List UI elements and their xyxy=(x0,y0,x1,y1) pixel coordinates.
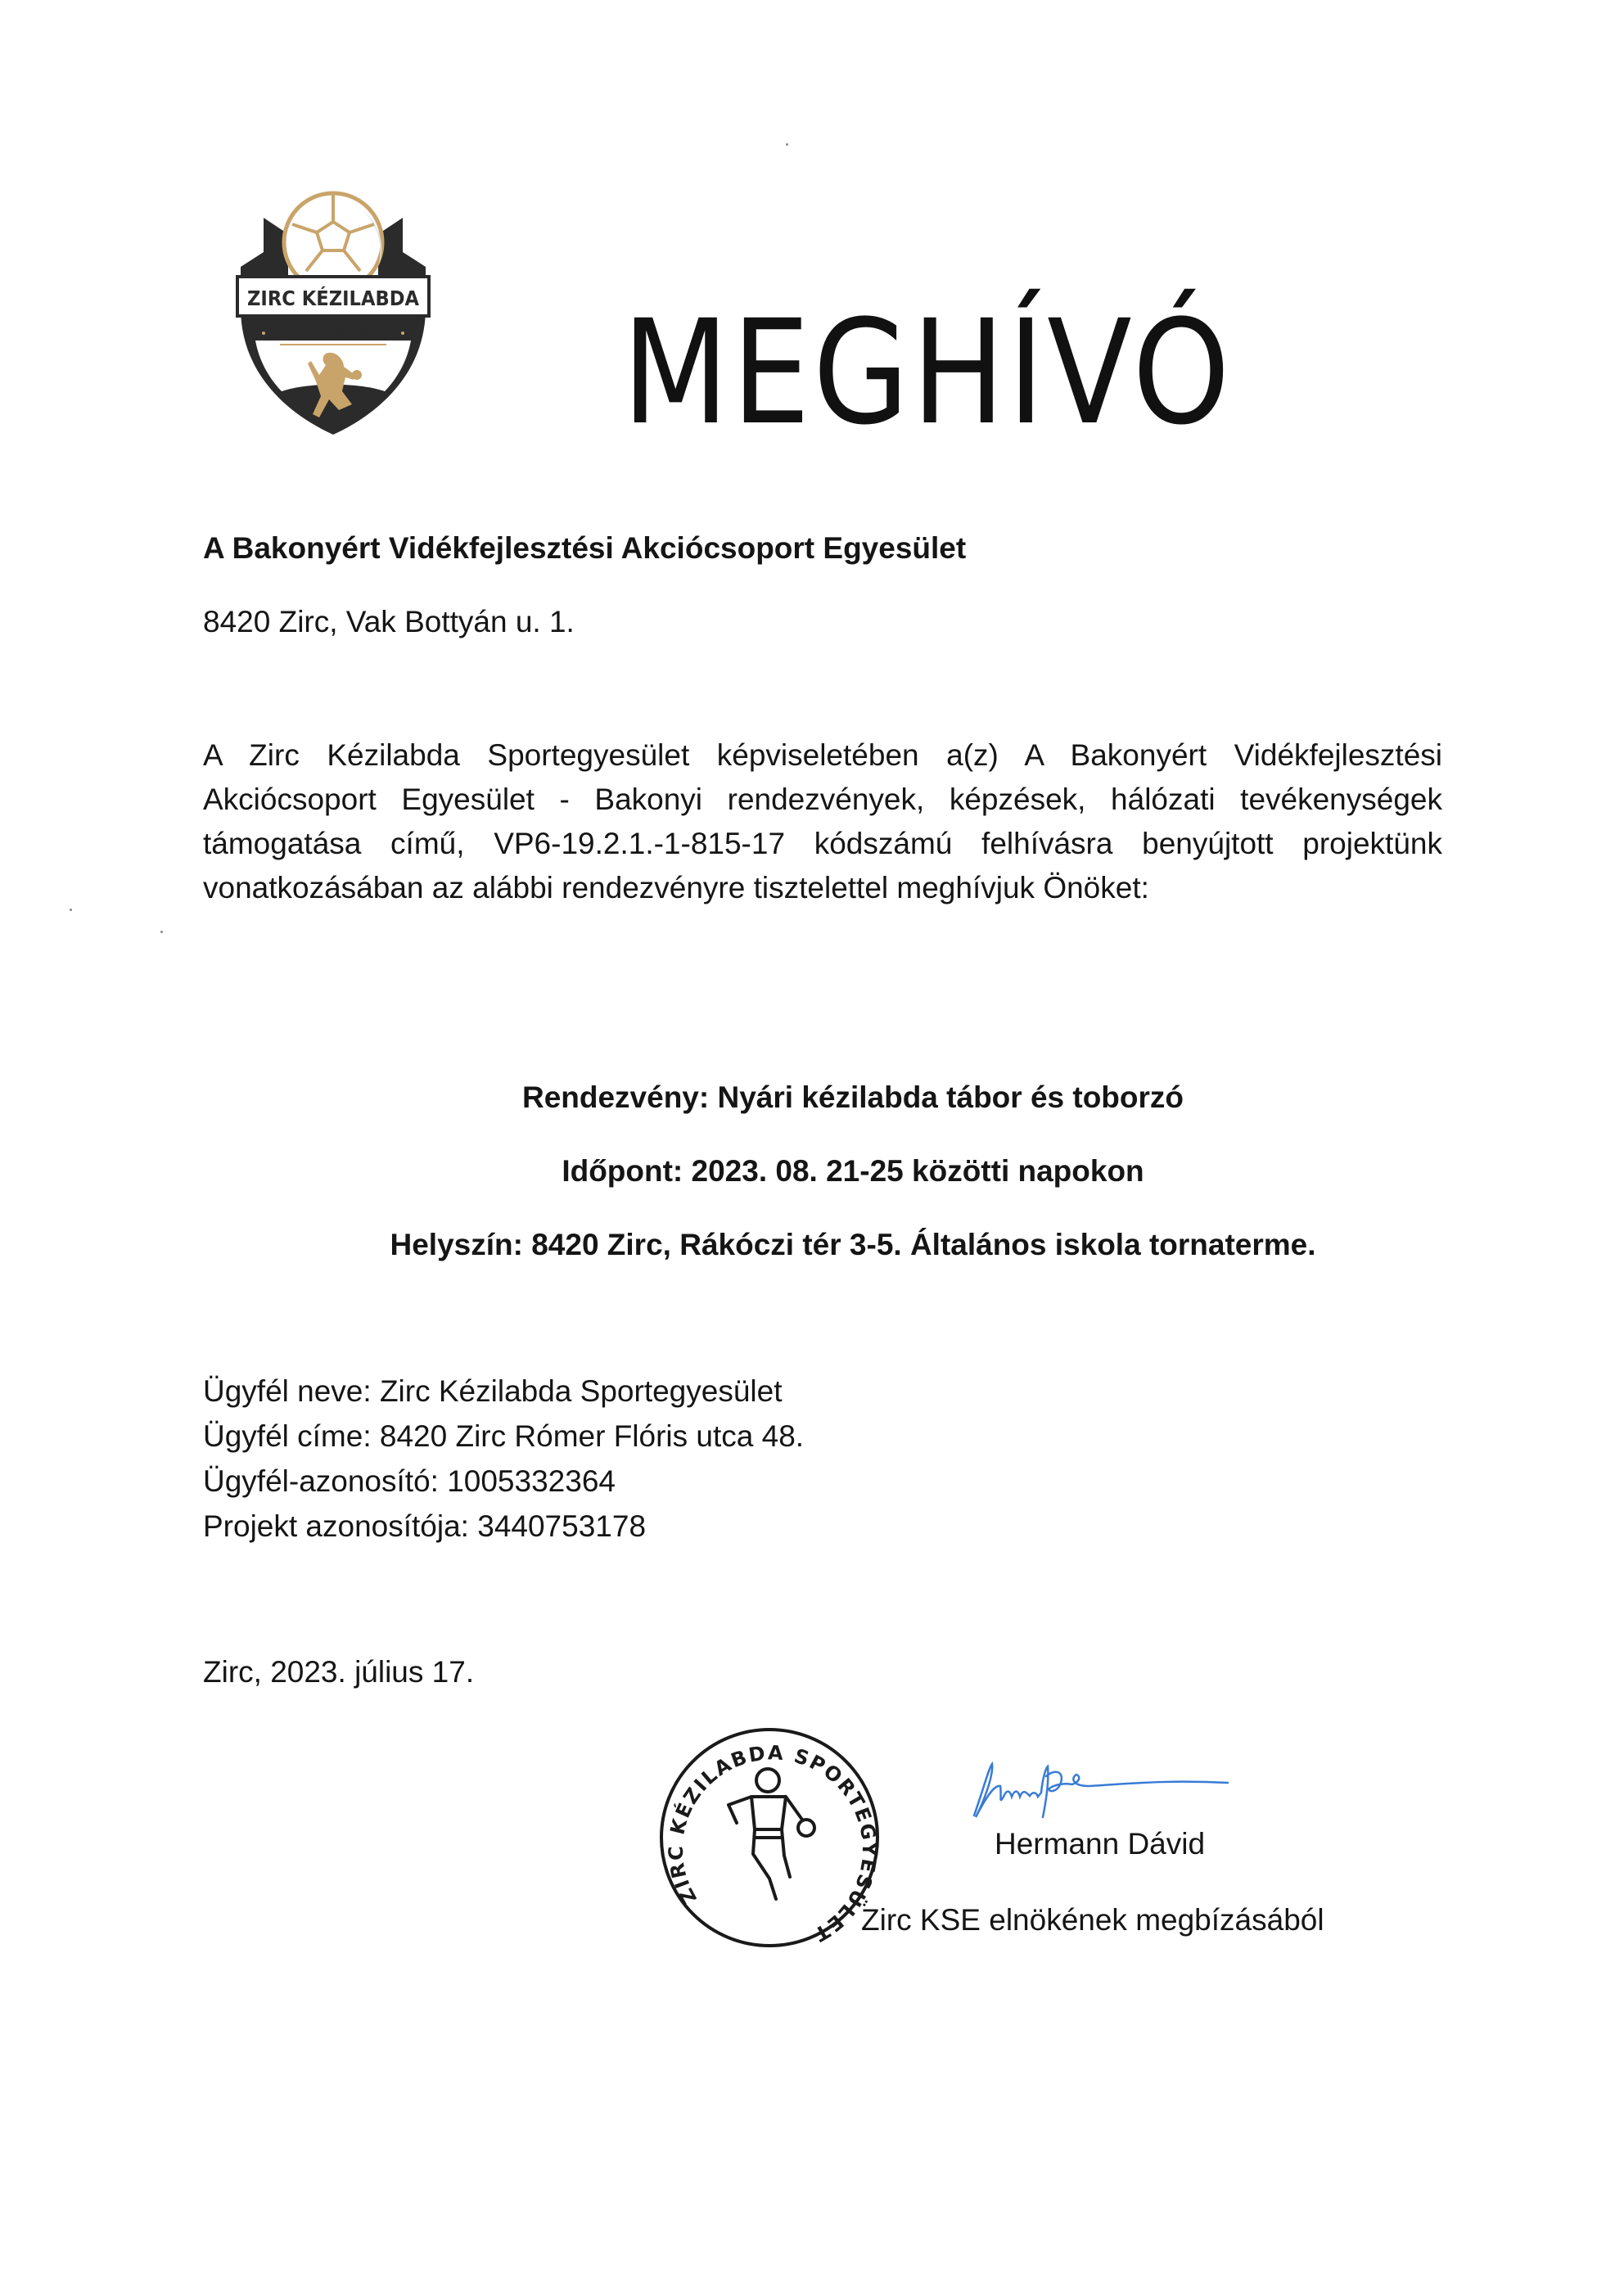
svg-text:ZIRC KÉZILABDA: ZIRC KÉZILABDA xyxy=(247,286,420,310)
recipient-name: A Bakonyért Vidékfejlesztési Akciócsoport Egyesület xyxy=(203,531,967,565)
svg-text:ZIRC KÉZILABDA SPORTEGYESÜLET: ZIRC KÉZILABDA SPORTEGYESÜLET xyxy=(664,1741,881,1947)
event-time: Időpont: 2023. 08. 21-25 közötti napokon xyxy=(562,1154,1144,1188)
scan-speck xyxy=(70,909,72,911)
club-logo xyxy=(231,185,435,439)
event-name: Rendezvény: Nyári kézilabda tábor és toborzó xyxy=(521,1080,1184,1114)
place-date: Zirc, 2023. július 17. xyxy=(203,1655,475,1689)
recipient-address: 8420 Zirc, Vak Bottyán u. 1. xyxy=(203,605,575,638)
signer-role: Zirc KSE elnökének megbízásából xyxy=(861,1903,1324,1937)
client-info xyxy=(203,1369,804,1549)
signature-icon xyxy=(958,1760,1236,1825)
document-title: MEGHÍVÓ xyxy=(622,289,1234,457)
client-name: Ügyfél neve: Zirc Kézilabda Sportegyesület xyxy=(203,1374,783,1408)
handwritten-signature xyxy=(958,1760,1236,1825)
invitation-body: A Zirc Kézilabda Sportegyesület képviseletében a(z) A Bakonyért Vidékfejlesztési Akciócsoport Egyesület - Bakonyi rendezvények, képzések, hálózati tevékenységek támogatása című, VP6-19.2.1.-1-815-17 kódszámú felhívásra benyújtott projektünk vonatkozásában az alábbi rendezvényre tisztelettel meghívjuk Önöket: xyxy=(203,738,1442,904)
club-stamp xyxy=(647,1715,892,1960)
client-id: Ügyfél-azonosító: 1005332364 xyxy=(203,1464,616,1498)
client-address: Ügyfél címe: 8420 Zirc Rómer Flóris utca 48. xyxy=(203,1419,805,1453)
svg-text:SPORTEGYESÜLET: SPORTEGYESÜLET xyxy=(279,327,387,340)
stamp-icon xyxy=(647,1715,892,1960)
scan-speck xyxy=(786,143,788,146)
signer-name: Hermann Dávid xyxy=(995,1827,1206,1861)
event-location: Helyszín: 8420 Zirc, Rákóczi tér 3-5. Általános iskola tornaterme. xyxy=(390,1228,1316,1261)
project-id: Projekt azonosítója: 3440753178 xyxy=(203,1509,647,1543)
handball-shield-icon xyxy=(231,185,435,439)
scan-speck xyxy=(160,931,163,933)
